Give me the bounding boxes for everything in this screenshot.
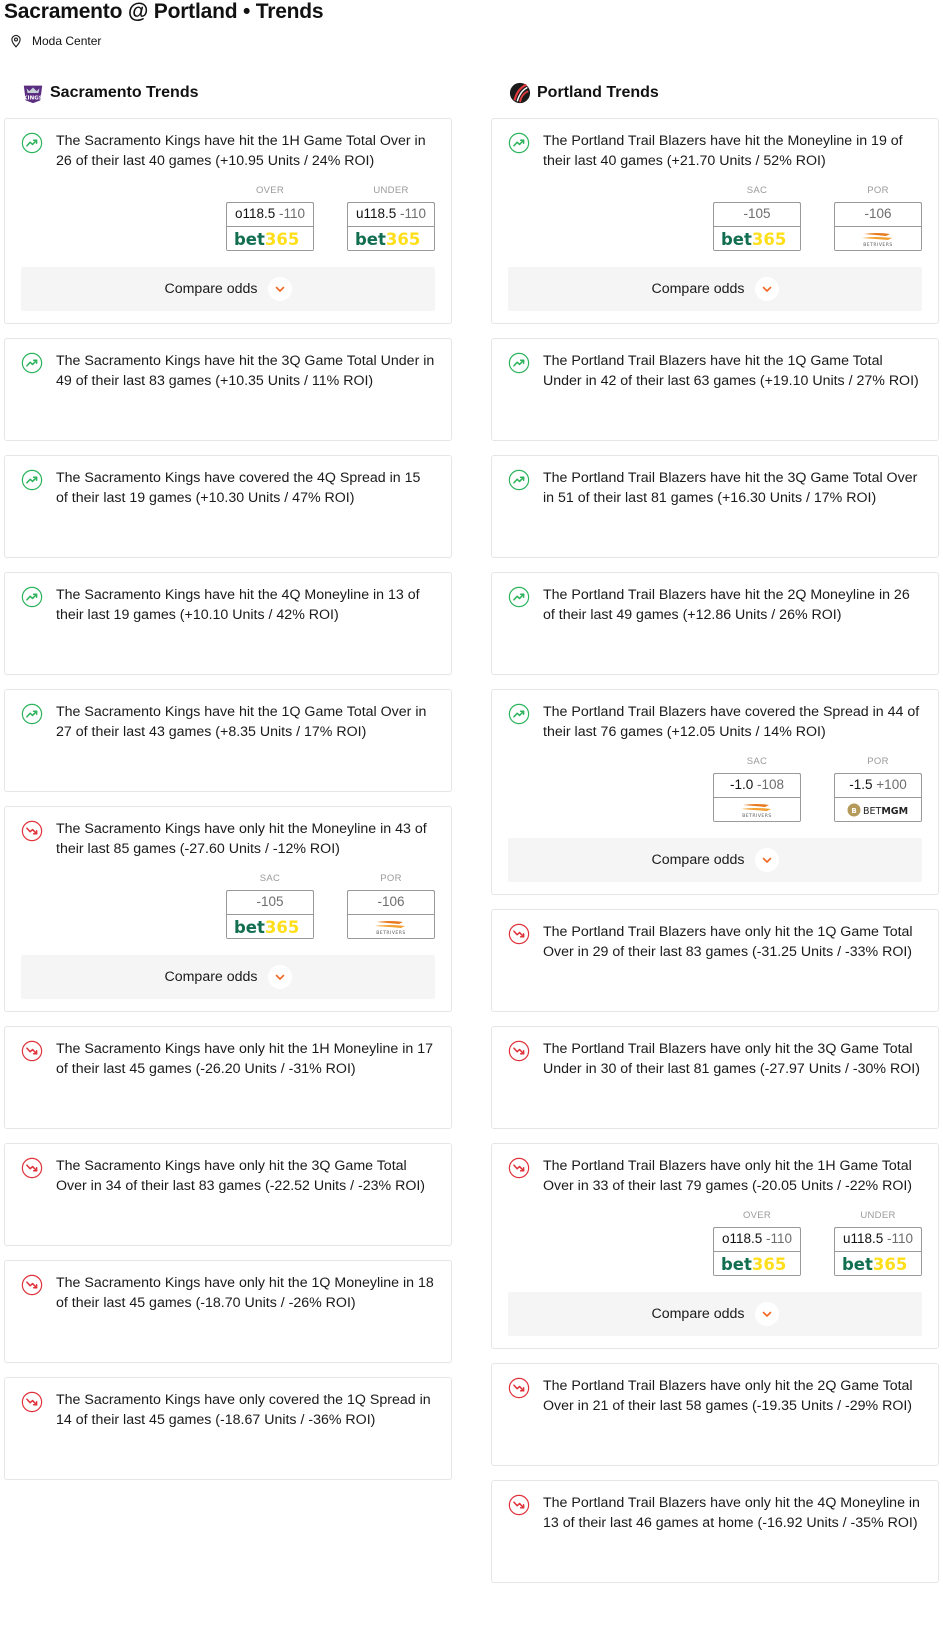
trend-description: The Portland Trail Blazers have hit the 1Q Game Total Under in 42 of their last 63 games (+19.10 Units / 27% ROI) <box>543 353 919 389</box>
chevron-down-icon <box>755 1302 779 1326</box>
trend-description: The Sacramento Kings have only hit the Moneyline in 43 of their last 85 games (-27.60 Units / -12% ROI) <box>56 821 427 857</box>
bet365-logo-icon <box>234 918 306 936</box>
odds-button[interactable] <box>713 773 801 822</box>
svg-text:bet365: bet365 <box>234 917 300 936</box>
odds-button[interactable] <box>226 202 314 251</box>
trend-card <box>4 338 452 441</box>
odds-value <box>834 202 922 226</box>
odds-option <box>834 756 922 822</box>
svg-text:BETRIVERS: BETRIVERS <box>863 242 893 248</box>
portland-trends-column <box>491 82 939 1597</box>
odds-value <box>226 890 314 914</box>
trend-down-icon <box>508 1494 530 1516</box>
trend-card <box>4 118 452 324</box>
trend-down-icon <box>21 1157 43 1179</box>
trend-card-header <box>21 1273 435 1313</box>
odds-line: -1.0 <box>729 777 754 792</box>
odds-button[interactable] <box>347 202 435 251</box>
odds-option <box>226 873 314 939</box>
trend-card <box>491 118 939 324</box>
trend-list <box>491 118 939 1583</box>
odds-option <box>713 185 801 251</box>
odds-line: o118.5 <box>721 1231 763 1246</box>
trend-up-icon <box>21 703 43 725</box>
svg-text:B: B <box>851 806 857 815</box>
odds-value <box>834 1227 922 1251</box>
odds-row <box>21 873 435 939</box>
odds-label: UNDER <box>373 185 409 196</box>
odds-row <box>508 756 922 822</box>
chevron-down-icon <box>268 277 292 301</box>
sportsbook-logo <box>348 226 434 250</box>
column-header <box>4 82 452 104</box>
odds-price: -110 <box>766 1231 793 1246</box>
odds-value <box>226 202 314 226</box>
trend-down-icon <box>508 1377 530 1399</box>
compare-odds-button[interactable] <box>21 955 435 999</box>
trend-card <box>4 1026 452 1129</box>
sacramento-trends-column <box>4 82 452 1494</box>
trend-card <box>4 1377 452 1480</box>
trend-card-header <box>21 1390 435 1430</box>
compare-odds-label: Compare odds <box>651 852 745 868</box>
trend-down-icon <box>508 1157 530 1179</box>
odds-value <box>713 202 801 226</box>
trend-description: The Sacramento Kings have covered the 4Q Spread in 15 of their last 19 games (+10.30 Units / 47% ROI) <box>56 470 421 506</box>
odds-value <box>834 773 922 797</box>
column-title: Portland Trends <box>537 84 659 101</box>
trend-down-icon <box>21 1274 43 1296</box>
odds-label: POR <box>867 756 889 767</box>
bet365-logo-icon <box>234 230 306 248</box>
trend-card <box>491 455 939 558</box>
sportsbook-logo <box>714 226 800 250</box>
trend-card <box>491 1480 939 1583</box>
trend-card <box>4 1143 452 1246</box>
sportsbook-logo <box>835 797 921 821</box>
odds-option <box>834 1210 922 1276</box>
svg-text:BETRIVERS: BETRIVERS <box>376 930 406 936</box>
trend-card-header <box>21 351 435 391</box>
bet365-logo-icon <box>721 1255 793 1273</box>
odds-label: POR <box>867 185 889 196</box>
odds-row <box>21 185 435 251</box>
trend-card <box>491 338 939 441</box>
trend-card-header <box>508 1493 922 1533</box>
svg-text:bet365: bet365 <box>721 229 787 248</box>
odds-line: o118.5 <box>234 206 276 221</box>
trend-up-icon <box>21 132 43 154</box>
betrivers-logo-icon <box>856 230 900 248</box>
trend-description: The Sacramento Kings have hit the 4Q Moneyline in 13 of their last 19 games (+10.10 Units / 42% ROI) <box>56 587 420 623</box>
odds-label: OVER <box>255 185 285 196</box>
trend-up-icon <box>21 586 43 608</box>
odds-price: -108 <box>757 777 785 792</box>
compare-odds-label: Compare odds <box>651 281 745 297</box>
trend-up-icon <box>508 703 530 725</box>
trend-up-icon <box>508 132 530 154</box>
odds-price: -106 <box>377 894 405 909</box>
odds-label: SAC <box>259 873 281 884</box>
trend-down-icon <box>508 1040 530 1062</box>
trend-card-header <box>508 1039 922 1079</box>
trend-description: The Portland Trail Blazers have only hit the 3Q Game Total Under in 30 of their last 81 games (-27.97 Units / -30% ROI) <box>543 1041 920 1077</box>
trend-card-header <box>508 585 922 625</box>
trend-card-header <box>508 702 922 742</box>
compare-odds-label: Compare odds <box>651 1306 745 1322</box>
sportsbook-logo <box>227 226 313 250</box>
compare-odds-label: Compare odds <box>164 281 258 297</box>
odds-option <box>347 873 435 939</box>
trend-description: The Sacramento Kings have hit the 1Q Game Total Over in 27 of their last 43 games (+8.35 Units / 17% ROI) <box>56 704 427 740</box>
trend-card <box>491 572 939 675</box>
chevron-down-icon <box>755 277 779 301</box>
trend-card-header <box>508 468 922 508</box>
odds-row <box>508 1210 922 1276</box>
trend-card-header <box>21 702 435 742</box>
odds-button[interactable] <box>834 773 922 822</box>
odds-label: SAC <box>746 756 768 767</box>
kings-logo-icon <box>22 82 44 104</box>
trend-card <box>4 689 452 792</box>
trend-card-header <box>21 1156 435 1196</box>
trend-card-header <box>21 131 435 171</box>
trend-up-icon <box>21 352 43 374</box>
odds-row <box>508 185 922 251</box>
trend-card-header <box>21 585 435 625</box>
trend-up-icon <box>508 352 530 374</box>
column-header <box>491 82 939 104</box>
betrivers-logo-icon <box>735 801 779 819</box>
odds-option <box>713 756 801 822</box>
odds-option <box>713 1210 801 1276</box>
venue-name: Moda Center <box>32 34 102 48</box>
trend-card <box>491 909 939 1012</box>
compare-odds-button[interactable] <box>21 267 435 311</box>
odds-button[interactable] <box>713 1227 801 1276</box>
trend-card-header <box>21 468 435 508</box>
trend-description: The Portland Trail Blazers have hit the 2Q Moneyline in 26 of their last 49 games (+12.86 Units / 26% ROI) <box>543 587 910 623</box>
chevron-down-icon <box>755 848 779 872</box>
trend-description: The Portland Trail Blazers have only hit the 2Q Game Total Over in 21 of their last 58 games (-19.35 Units / -29% ROI) <box>543 1378 913 1414</box>
trend-card <box>491 1363 939 1466</box>
location-pin-icon <box>9 34 23 48</box>
compare-odds-button[interactable] <box>508 838 922 882</box>
trend-down-icon <box>508 923 530 945</box>
bet365-logo-icon <box>355 230 427 248</box>
trend-description: The Sacramento Kings have only covered the 1Q Spread in 14 of their last 45 games (-18.67 Units / -36% ROI) <box>56 1392 431 1428</box>
odds-price: -105 <box>256 894 284 909</box>
trend-card-header <box>21 1039 435 1079</box>
odds-button[interactable] <box>834 202 922 251</box>
odds-price: +100 <box>876 777 907 792</box>
compare-odds-label: Compare odds <box>164 969 258 985</box>
odds-option <box>834 185 922 251</box>
compare-odds-button[interactable] <box>508 1292 922 1336</box>
odds-value <box>347 890 435 914</box>
chevron-down-icon <box>268 965 292 989</box>
trend-card <box>4 572 452 675</box>
trend-down-icon <box>21 820 43 842</box>
trend-list <box>4 118 452 1480</box>
trend-up-icon <box>508 469 530 491</box>
odds-price: -110 <box>400 206 427 221</box>
odds-button[interactable] <box>347 890 435 939</box>
odds-button[interactable] <box>226 890 314 939</box>
trend-description: The Sacramento Kings have only hit the 1H Moneyline in 17 of their last 45 games (-26.20 Units / -31% ROI) <box>56 1041 433 1077</box>
odds-label: OVER <box>742 1210 772 1221</box>
trend-description: The Sacramento Kings have hit the 1H Game Total Over in 26 of their last 40 games (+10.95 Units / 24% ROI) <box>56 133 426 169</box>
trend-up-icon <box>21 469 43 491</box>
trend-down-icon <box>21 1391 43 1413</box>
trend-card <box>4 1260 452 1363</box>
svg-text:BETMGM: BETMGM <box>863 805 909 817</box>
odds-value <box>713 773 801 797</box>
trend-description: The Portland Trail Blazers have covered the Spread in 44 of their last 76 games (+12.05 Units / 14% ROI) <box>543 704 920 740</box>
svg-text:BETRIVERS: BETRIVERS <box>742 813 772 819</box>
trend-description: The Portland Trail Blazers have hit the Moneyline in 19 of their last 40 games (+21.70 Units / 52% ROI) <box>543 133 903 169</box>
betmgm-logo-icon <box>847 801 909 819</box>
trend-description: The Sacramento Kings have hit the 3Q Game Total Under in 49 of their last 83 games (+10.35 Units / 11% ROI) <box>56 353 435 389</box>
trail-blazers-logo-icon <box>509 82 531 104</box>
page-header <box>4 0 939 48</box>
odds-label: UNDER <box>860 1210 896 1221</box>
trend-description: The Portland Trail Blazers have only hit the 1H Game Total Over in 33 of their last 79 games (-20.05 Units / -22% ROI) <box>543 1158 913 1194</box>
odds-label: POR <box>380 873 402 884</box>
trend-description: The Sacramento Kings have only hit the 1Q Moneyline in 18 of their last 45 games (-18.70 Units / -26% ROI) <box>56 1275 434 1311</box>
svg-text:KINGS: KINGS <box>23 95 43 102</box>
odds-price: -110 <box>887 1231 914 1246</box>
page-title: Sacramento @ Portland • Trends <box>4 0 324 23</box>
odds-button[interactable] <box>834 1227 922 1276</box>
sportsbook-logo <box>348 914 434 938</box>
odds-price: -105 <box>743 206 771 221</box>
trend-description: The Portland Trail Blazers have only hit the 4Q Moneyline in 13 of their last 46 games at home (-16.92 Units / -35% ROI) <box>543 1495 920 1531</box>
trend-card-header <box>508 1156 922 1196</box>
trend-description: The Sacramento Kings have only hit the 3Q Game Total Over in 34 of their last 83 games (-22.52 Units / -23% ROI) <box>56 1158 426 1194</box>
sportsbook-logo <box>714 797 800 821</box>
sportsbook-logo <box>835 226 921 250</box>
trend-up-icon <box>508 586 530 608</box>
trend-card-header <box>508 922 922 962</box>
sportsbook-logo <box>835 1251 921 1275</box>
trend-description: The Portland Trail Blazers have hit the 3Q Game Total Over in 51 of their last 81 games (+16.30 Units / 17% ROI) <box>543 470 918 506</box>
compare-odds-button[interactable] <box>508 267 922 311</box>
trend-card-header <box>21 819 435 859</box>
trend-card-header <box>508 1376 922 1416</box>
odds-line: u118.5 <box>355 206 397 221</box>
bet365-logo-icon <box>721 230 793 248</box>
trend-card <box>491 689 939 895</box>
betrivers-logo-icon <box>369 918 413 936</box>
svg-text:bet365: bet365 <box>234 229 300 248</box>
odds-option <box>226 185 314 251</box>
trend-card-header <box>508 351 922 391</box>
sportsbook-logo <box>714 1251 800 1275</box>
odds-price: -106 <box>864 206 892 221</box>
odds-line: -1.5 <box>849 777 873 792</box>
column-title: Sacramento Trends <box>50 84 199 101</box>
bet365-logo-icon <box>842 1255 914 1273</box>
svg-text:bet365: bet365 <box>842 1254 908 1273</box>
odds-value <box>347 202 435 226</box>
odds-button[interactable] <box>713 202 801 251</box>
odds-label: SAC <box>746 185 768 196</box>
svg-text:bet365: bet365 <box>721 1254 787 1273</box>
trend-card-header <box>508 131 922 171</box>
trend-description: The Portland Trail Blazers have only hit the 1Q Game Total Over in 29 of their last 83 games (-31.25 Units / -33% ROI) <box>543 924 913 960</box>
svg-text:bet365: bet365 <box>355 229 421 248</box>
trend-card <box>4 455 452 558</box>
odds-line: u118.5 <box>842 1231 884 1246</box>
odds-option <box>347 185 435 251</box>
trend-card <box>4 806 452 1012</box>
odds-value <box>713 1227 801 1251</box>
sportsbook-logo <box>227 914 313 938</box>
trend-card <box>491 1143 939 1349</box>
trend-card <box>491 1026 939 1129</box>
venue-row <box>9 34 939 48</box>
trend-down-icon <box>21 1040 43 1062</box>
odds-price: -110 <box>279 206 306 221</box>
